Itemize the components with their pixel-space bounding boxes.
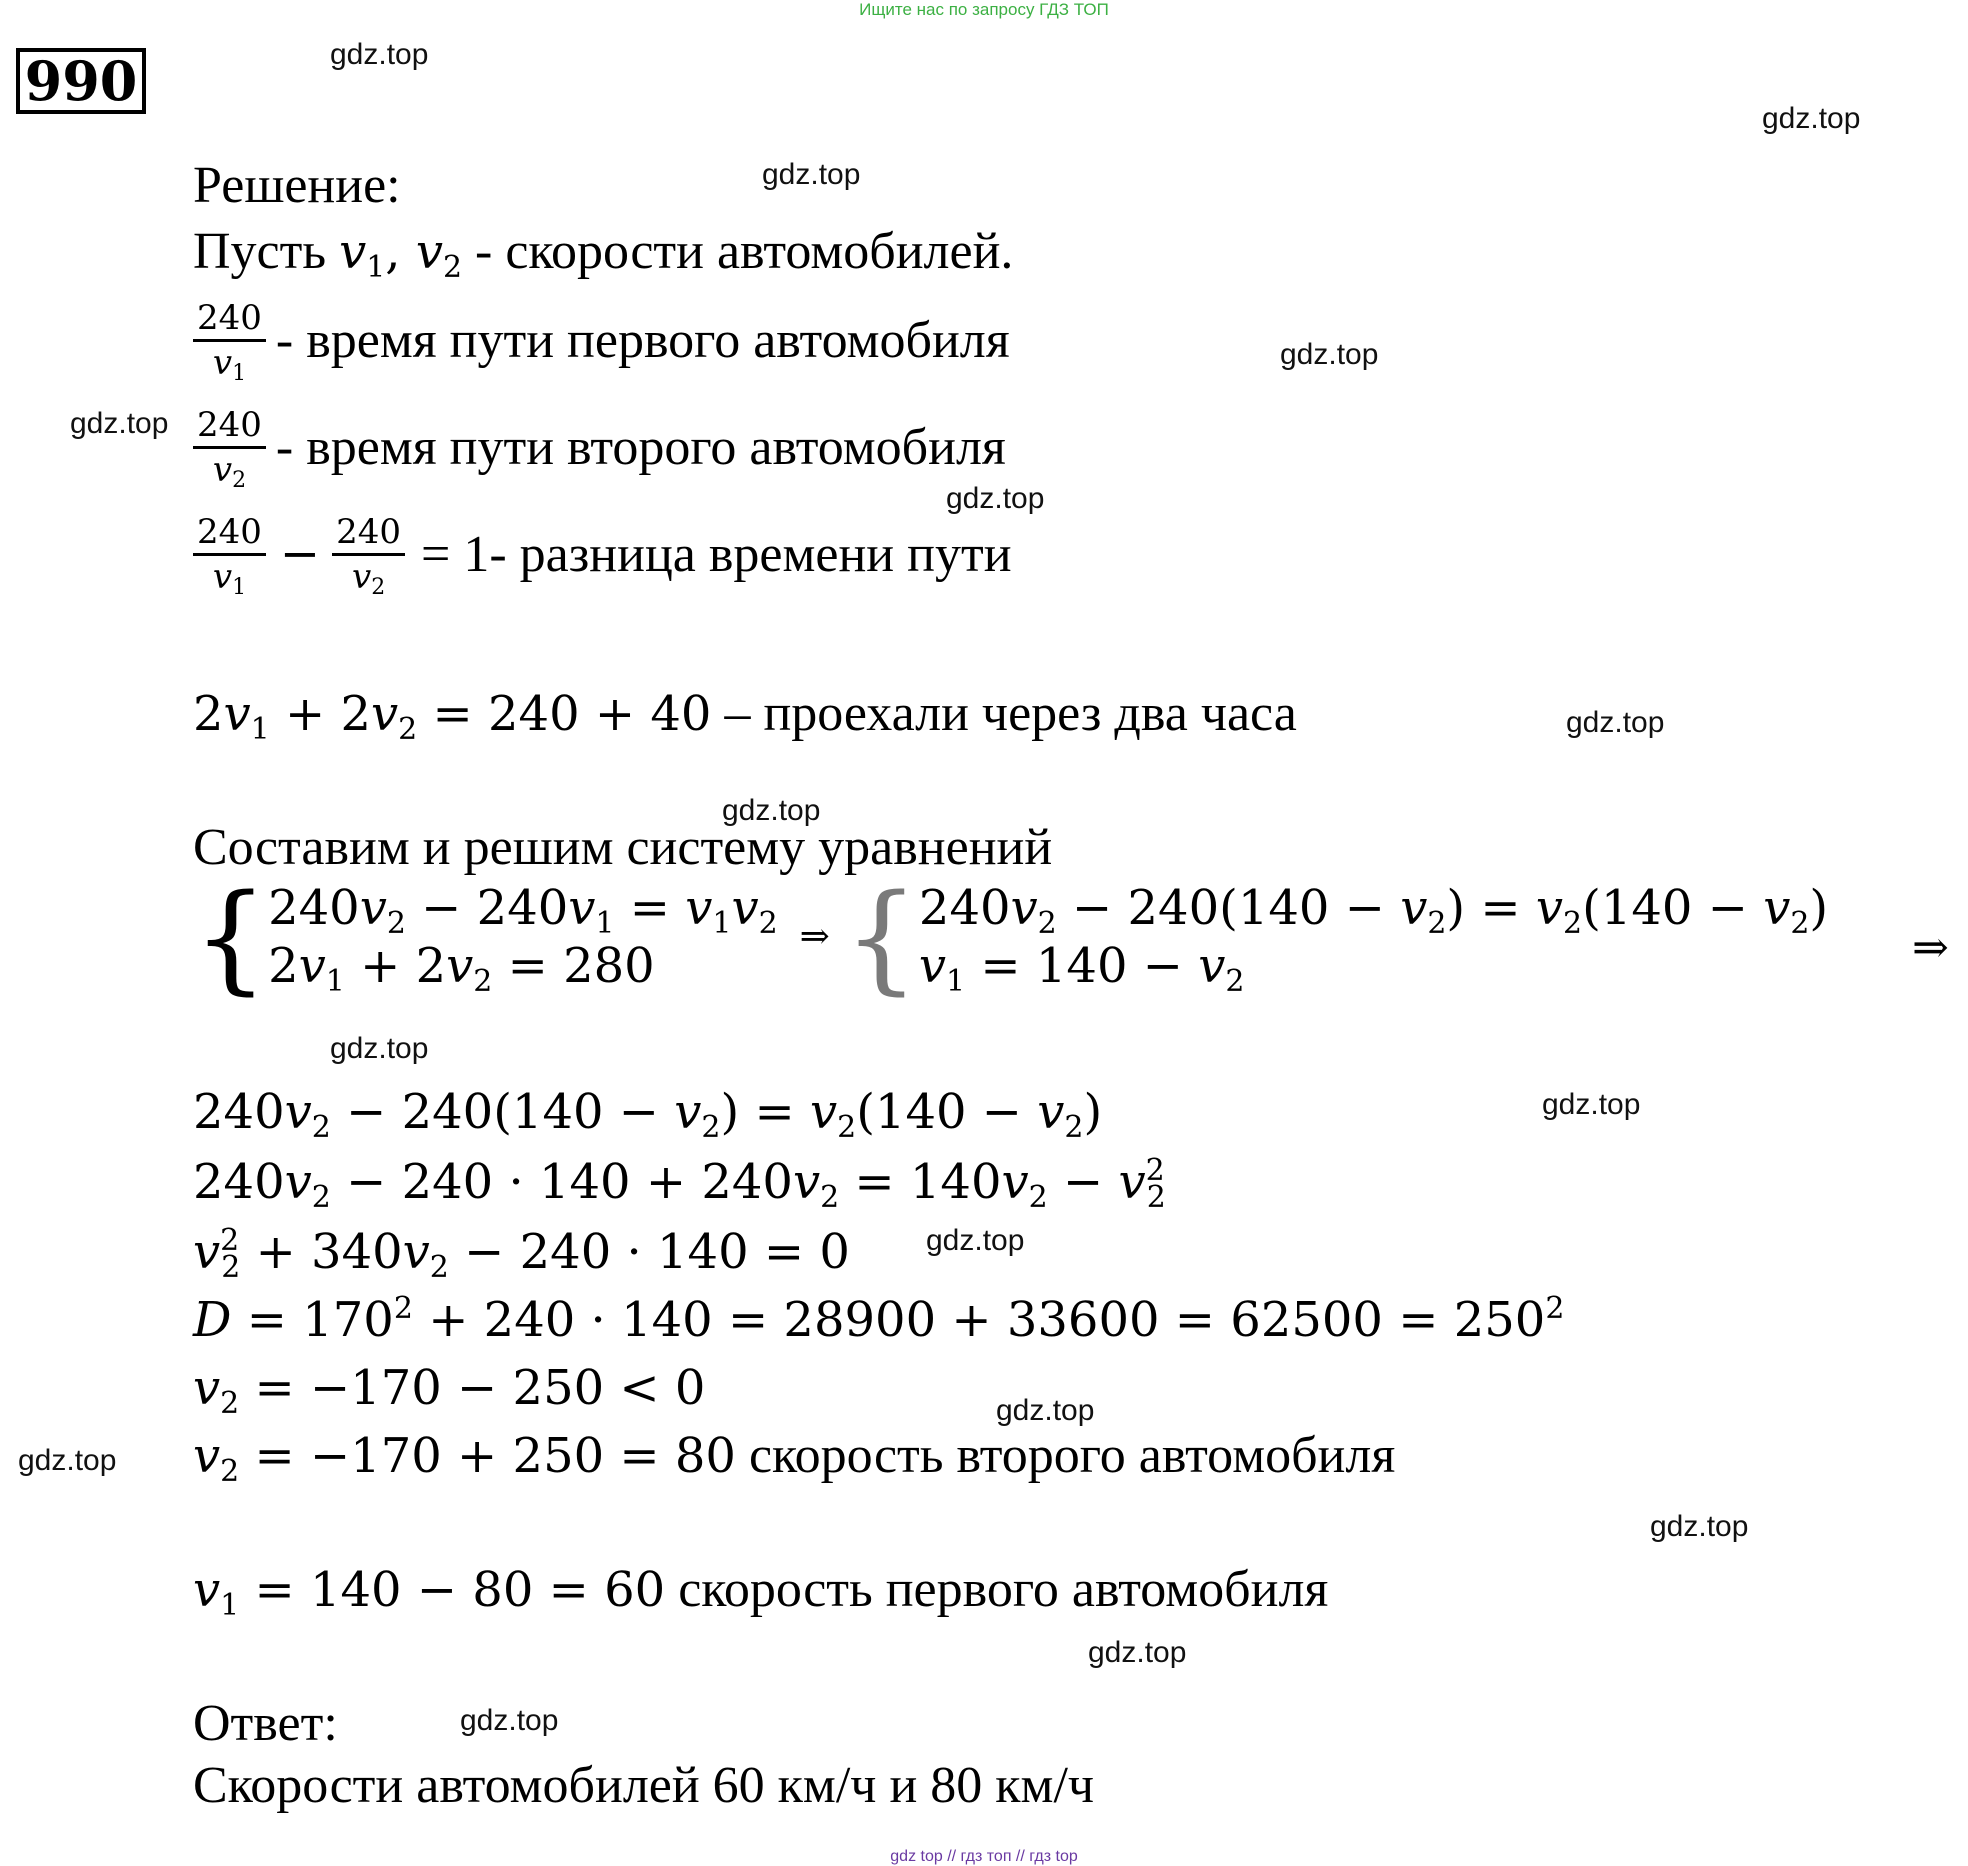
watermark: gdz.top (1762, 102, 1861, 135)
step-discriminant: $D = 170^2 + 240 \cdot 140 = 28900 + 33600 = 62500 = 250^2$ (193, 1291, 1565, 1348)
step-substitute: $240v_2 - 240(140 - v_2) = v_2(140 - v_2)$ (193, 1084, 1103, 1145)
distance-equation: $2v_1 + 2v_2 = 240 + 40$ – проехали через два часа (193, 685, 1297, 747)
watermark: gdz.top (330, 38, 429, 71)
step-quadratic: $v^2_2 + 340v_2 - 240 \cdot 140 = 0$ (193, 1223, 850, 1285)
watermark: gdz.top (1280, 338, 1379, 371)
step-first-speed: $v_1 = 140 - 80 = 60$ скорость первого автомобиля (193, 1561, 1329, 1623)
time-difference-line: $\frac{240}{v_1}$ − $\frac{240}{v_2}$ = 1- разница времени пути (193, 504, 1012, 604)
step-root-negative: $v_2 = -170 - 250 < 0$ (193, 1360, 706, 1421)
intro-line: Пусть $v_1$, $v_2$ - скорости автомобилей. (193, 223, 1014, 285)
fraction: $\frac{240}{v_1}$ (193, 511, 266, 598)
implies-arrow: ⇒ (1912, 922, 1949, 973)
watermark: gdz.top (460, 1704, 559, 1737)
watermark: gdz.top (1542, 1088, 1641, 1121)
system-heading: Составим и решим систему уравнений (193, 819, 1053, 876)
fraction: $\frac{240}{v_1}$ (193, 297, 266, 384)
watermark: gdz.top (1566, 706, 1665, 739)
system-eq-2: $2v_1 + 2v_2 = 280$ (268, 938, 655, 999)
fraction: $\frac{240}{v_2}$ (193, 404, 266, 491)
solution-heading: Решение: (193, 157, 401, 214)
footer: gdz top // гдз топ // гдз top (890, 1848, 1078, 1865)
step-root-positive: $v_2 = -170 + 250 = 80$ скорость второго автомобиля (193, 1427, 1396, 1489)
watermark: gdz.top (1088, 1636, 1187, 1669)
answer-text: Скорости автомобилей 60 км/ч и 80 км/ч (193, 1757, 1095, 1814)
left-brace: { (843, 868, 919, 1006)
watermark: gdz.top (70, 407, 169, 440)
time-second-line: $\frac{240}{v_2}$ - время пути второго автомобиля (193, 397, 1006, 497)
watermark: gdz.top (996, 1394, 1095, 1427)
system-eq-1: $240v_2 - 240v_1 = v_1v_2$ (268, 880, 778, 941)
implies-arrow: ⇒ (799, 916, 830, 957)
watermark: gdz.top (946, 482, 1045, 515)
fraction: $\frac{240}{v_2}$ (332, 511, 405, 598)
watermark: gdz.top (926, 1224, 1025, 1257)
step-expand: $240v_2 - 240 \cdot 140 + 240v_2 = 140v_2 - v^2_2$ (193, 1153, 1166, 1215)
watermark: gdz.top (1650, 1510, 1749, 1543)
watermark: gdz.top (762, 158, 861, 191)
problem-number: 990 (16, 48, 146, 114)
equation-system (193, 868, 1829, 1006)
system-eq-3: $240v_2 - 240(140 - v_2) = v_2(140 - v_2)$ (918, 880, 1829, 941)
watermark: gdz.top (722, 794, 821, 827)
time-first-line: $\frac{240}{v_1}$ - время пути первого автомобиля (193, 290, 1010, 390)
left-brace: { (193, 868, 269, 1006)
watermark: gdz.top (330, 1032, 429, 1065)
system-eq-4: $v_1 = 140 - v_2$ (918, 938, 1245, 999)
header-note: Ищите нас по запросу ГДЗ ТОП (859, 0, 1109, 19)
watermark: gdz.top (18, 1444, 117, 1477)
answer-heading: Ответ: (193, 1695, 338, 1752)
